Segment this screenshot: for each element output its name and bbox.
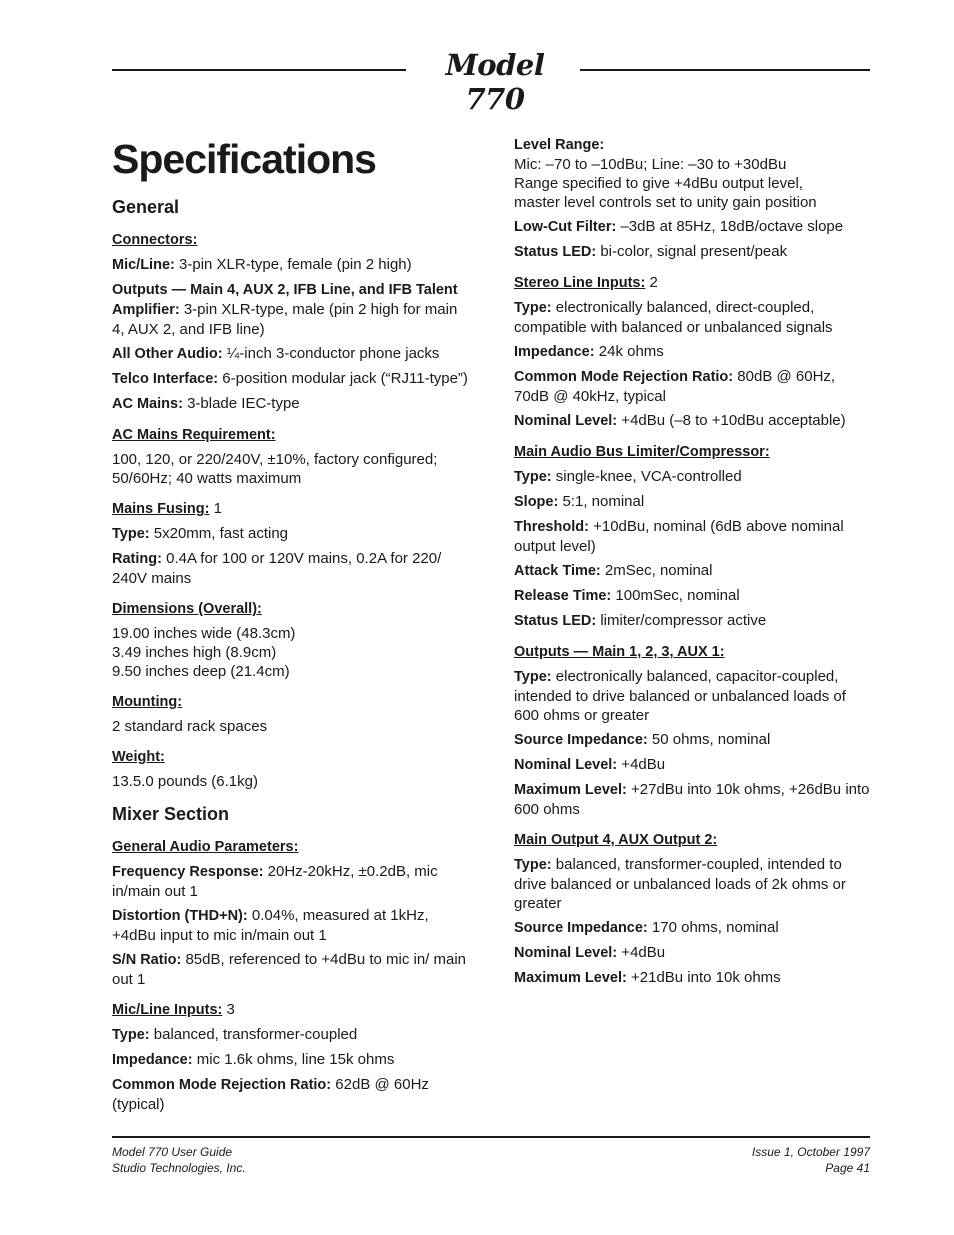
footer-company: Studio Technologies, Inc. <box>112 1161 246 1175</box>
spec-ac-mains: AC Mains: 3-blade IEC-type <box>112 395 300 412</box>
right-column <box>514 136 874 993</box>
spec-mic-line-impedance: Impedance: mic 1.6k ohms, line 15k ohms <box>112 1051 395 1068</box>
spec-stereo-cmrr: Common Mode Rejection Ratio: 80dB @ 60Hz, 70dB @ 40kHz, typical <box>514 368 836 405</box>
mounting-heading: Mounting: <box>112 694 183 710</box>
spec-stereo-nominal: Nominal Level: +4dBu (–8 to +10dBu acceptable) <box>514 412 846 429</box>
spec-outputs: Outputs — Main 4, AUX 2, IFB Line, and IFB Talent Amplifier: 3-pin XLR-type, male (pin 2 high for main 4, AUX 2, and IFB line) <box>112 282 458 338</box>
section-general: General <box>112 197 180 217</box>
spec-limiter-slope: Slope: 5:1, nominal <box>514 493 645 510</box>
stereo-line-heading: Stereo Line Inputs: 2 <box>514 274 658 291</box>
spec-freq-response: Frequency Response: 20Hz-20kHz, ±0.2dB, mic in/main out 1 <box>112 863 438 900</box>
spec-output4-source: Source Impedance: 170 ohms, nominal <box>514 919 779 936</box>
connectors-heading: Connectors: <box>112 232 198 248</box>
mic-line-inputs-heading: Mic/Line Inputs: 3 <box>112 1001 235 1018</box>
footer-rule <box>112 1136 870 1138</box>
dimensions-heading: Dimensions (Overall): <box>112 601 262 617</box>
limiter-heading: Main Audio Bus Limiter/Compressor: <box>514 444 770 460</box>
outputs-main-heading: Outputs — Main 1, 2, 3, AUX 1: <box>514 644 725 660</box>
page-title: Specifications <box>112 136 376 182</box>
spec-status-led: Status LED: bi-color, signal present/peak <box>514 243 788 260</box>
spec-sn-ratio: S/N Ratio: 85dB, referenced to +4dBu to mic in/ main out 1 <box>112 951 467 988</box>
spec-stereo-impedance: Impedance: 24k ohms <box>514 343 664 360</box>
footer-page-number: Page 41 <box>825 1161 870 1175</box>
spec-limiter-threshold: Threshold: +10dBu, nominal (6dB above nominal output level) <box>514 518 844 555</box>
spec-mic-line: Mic/Line: 3-pin XLR-type, female (pin 2 high) <box>112 256 412 273</box>
spec-fuse-type: Type: 5x20mm, fast acting <box>112 525 289 542</box>
spec-output4-max: Maximum Level: +21dBu into 10k ohms <box>514 969 781 986</box>
header-rule-right <box>580 69 870 71</box>
spec-stereo-type: Type: electronically balanced, direct-coupled, compatible with balanced or unbalanced signals <box>514 299 833 336</box>
left-column <box>112 134 472 1119</box>
header-rule-left <box>112 69 406 71</box>
mains-fusing-heading: Mains Fusing: 1 <box>112 500 222 517</box>
spec-distortion: Distortion (THD+N): 0.04%, measured at 1kHz, +4dBu input to mic in/main out 1 <box>112 907 429 944</box>
spec-output4-type: Type: balanced, transformer-coupled, intended to drive balanced or unbalanced loads of 2k ohms or greater <box>514 856 846 912</box>
footer-right <box>752 1144 870 1176</box>
spec-limiter-led: Status LED: limiter/compressor active <box>514 612 767 629</box>
spec-fuse-rating: Rating: 0.4A for 100 or 120V mains, 0.2A for 220/ 240V mains <box>112 550 442 587</box>
spec-outputs-main-max: Maximum Level: +27dBu into 10k ohms, +26dBu into 600 ohms <box>514 781 870 818</box>
section-mixer: Mixer Section <box>112 804 230 824</box>
ac-mains-req-heading: AC Mains Requirement: <box>112 427 276 443</box>
footer-issue: Issue 1, October 1997 <box>751 1145 870 1159</box>
spec-outputs-main-nominal: Nominal Level: +4dBu <box>514 756 666 773</box>
spec-limiter-type: Type: single-knee, VCA-controlled <box>514 468 742 485</box>
spec-low-cut: Low-Cut Filter: –3dB at 85Hz, 18dB/octave slope <box>514 218 844 235</box>
spec-outputs-main-type: Type: electronically balanced, capacitor-coupled, intended to drive balanced or unbalanced loads of 600 ohms or greater <box>514 668 846 724</box>
spec-ac-mains-req: 100, 120, or 220/240V, ±10%, factory configured; 50/60Hz; 40 watts maximum <box>112 451 438 487</box>
spec-mic-line-type: Type: balanced, transformer-coupled <box>112 1026 358 1043</box>
general-audio-heading: General Audio Parameters: <box>112 839 299 855</box>
spec-output4-nominal: Nominal Level: +4dBu <box>514 944 666 961</box>
output4-heading: Main Output 4, AUX Output 2: <box>514 832 718 848</box>
spec-mic-line-cmrr: Common Mode Rejection Ratio: 62dB @ 60Hz (typical) <box>112 1076 429 1113</box>
footer-guide-title: Model 770 User Guide <box>112 1145 233 1159</box>
spec-limiter-release: Release Time: 100mSec, nominal <box>514 587 740 604</box>
spec-level-range: Level Range: Mic: –70 to –10dBu; Line: –30 to +30dBu Range specified to give +4dBu output level, master level controls set to unity gain position <box>514 137 817 211</box>
footer-left <box>112 1144 246 1176</box>
weight-heading: Weight: <box>112 749 165 765</box>
spec-telco: Telco Interface: 6-position modular jack (“RJ11-type”) <box>112 370 468 387</box>
spec-weight: 13.5.0 pounds (6.1kg) <box>112 773 258 790</box>
spec-mounting: 2 standard rack spaces <box>112 718 268 735</box>
spec-all-other-audio: All Other Audio: ¼-inch 3-conductor phone jacks <box>112 345 440 362</box>
spec-limiter-attack: Attack Time: 2mSec, nominal <box>514 562 713 579</box>
spec-outputs-main-source: Source Impedance: 50 ohms, nominal <box>514 731 771 748</box>
spec-dimensions: 19.00 inches wide (48.3cm) 3.49 inches high (8.9cm) 9.50 inches deep (21.4cm) <box>112 625 296 680</box>
model-title: Model 770 <box>445 48 545 116</box>
